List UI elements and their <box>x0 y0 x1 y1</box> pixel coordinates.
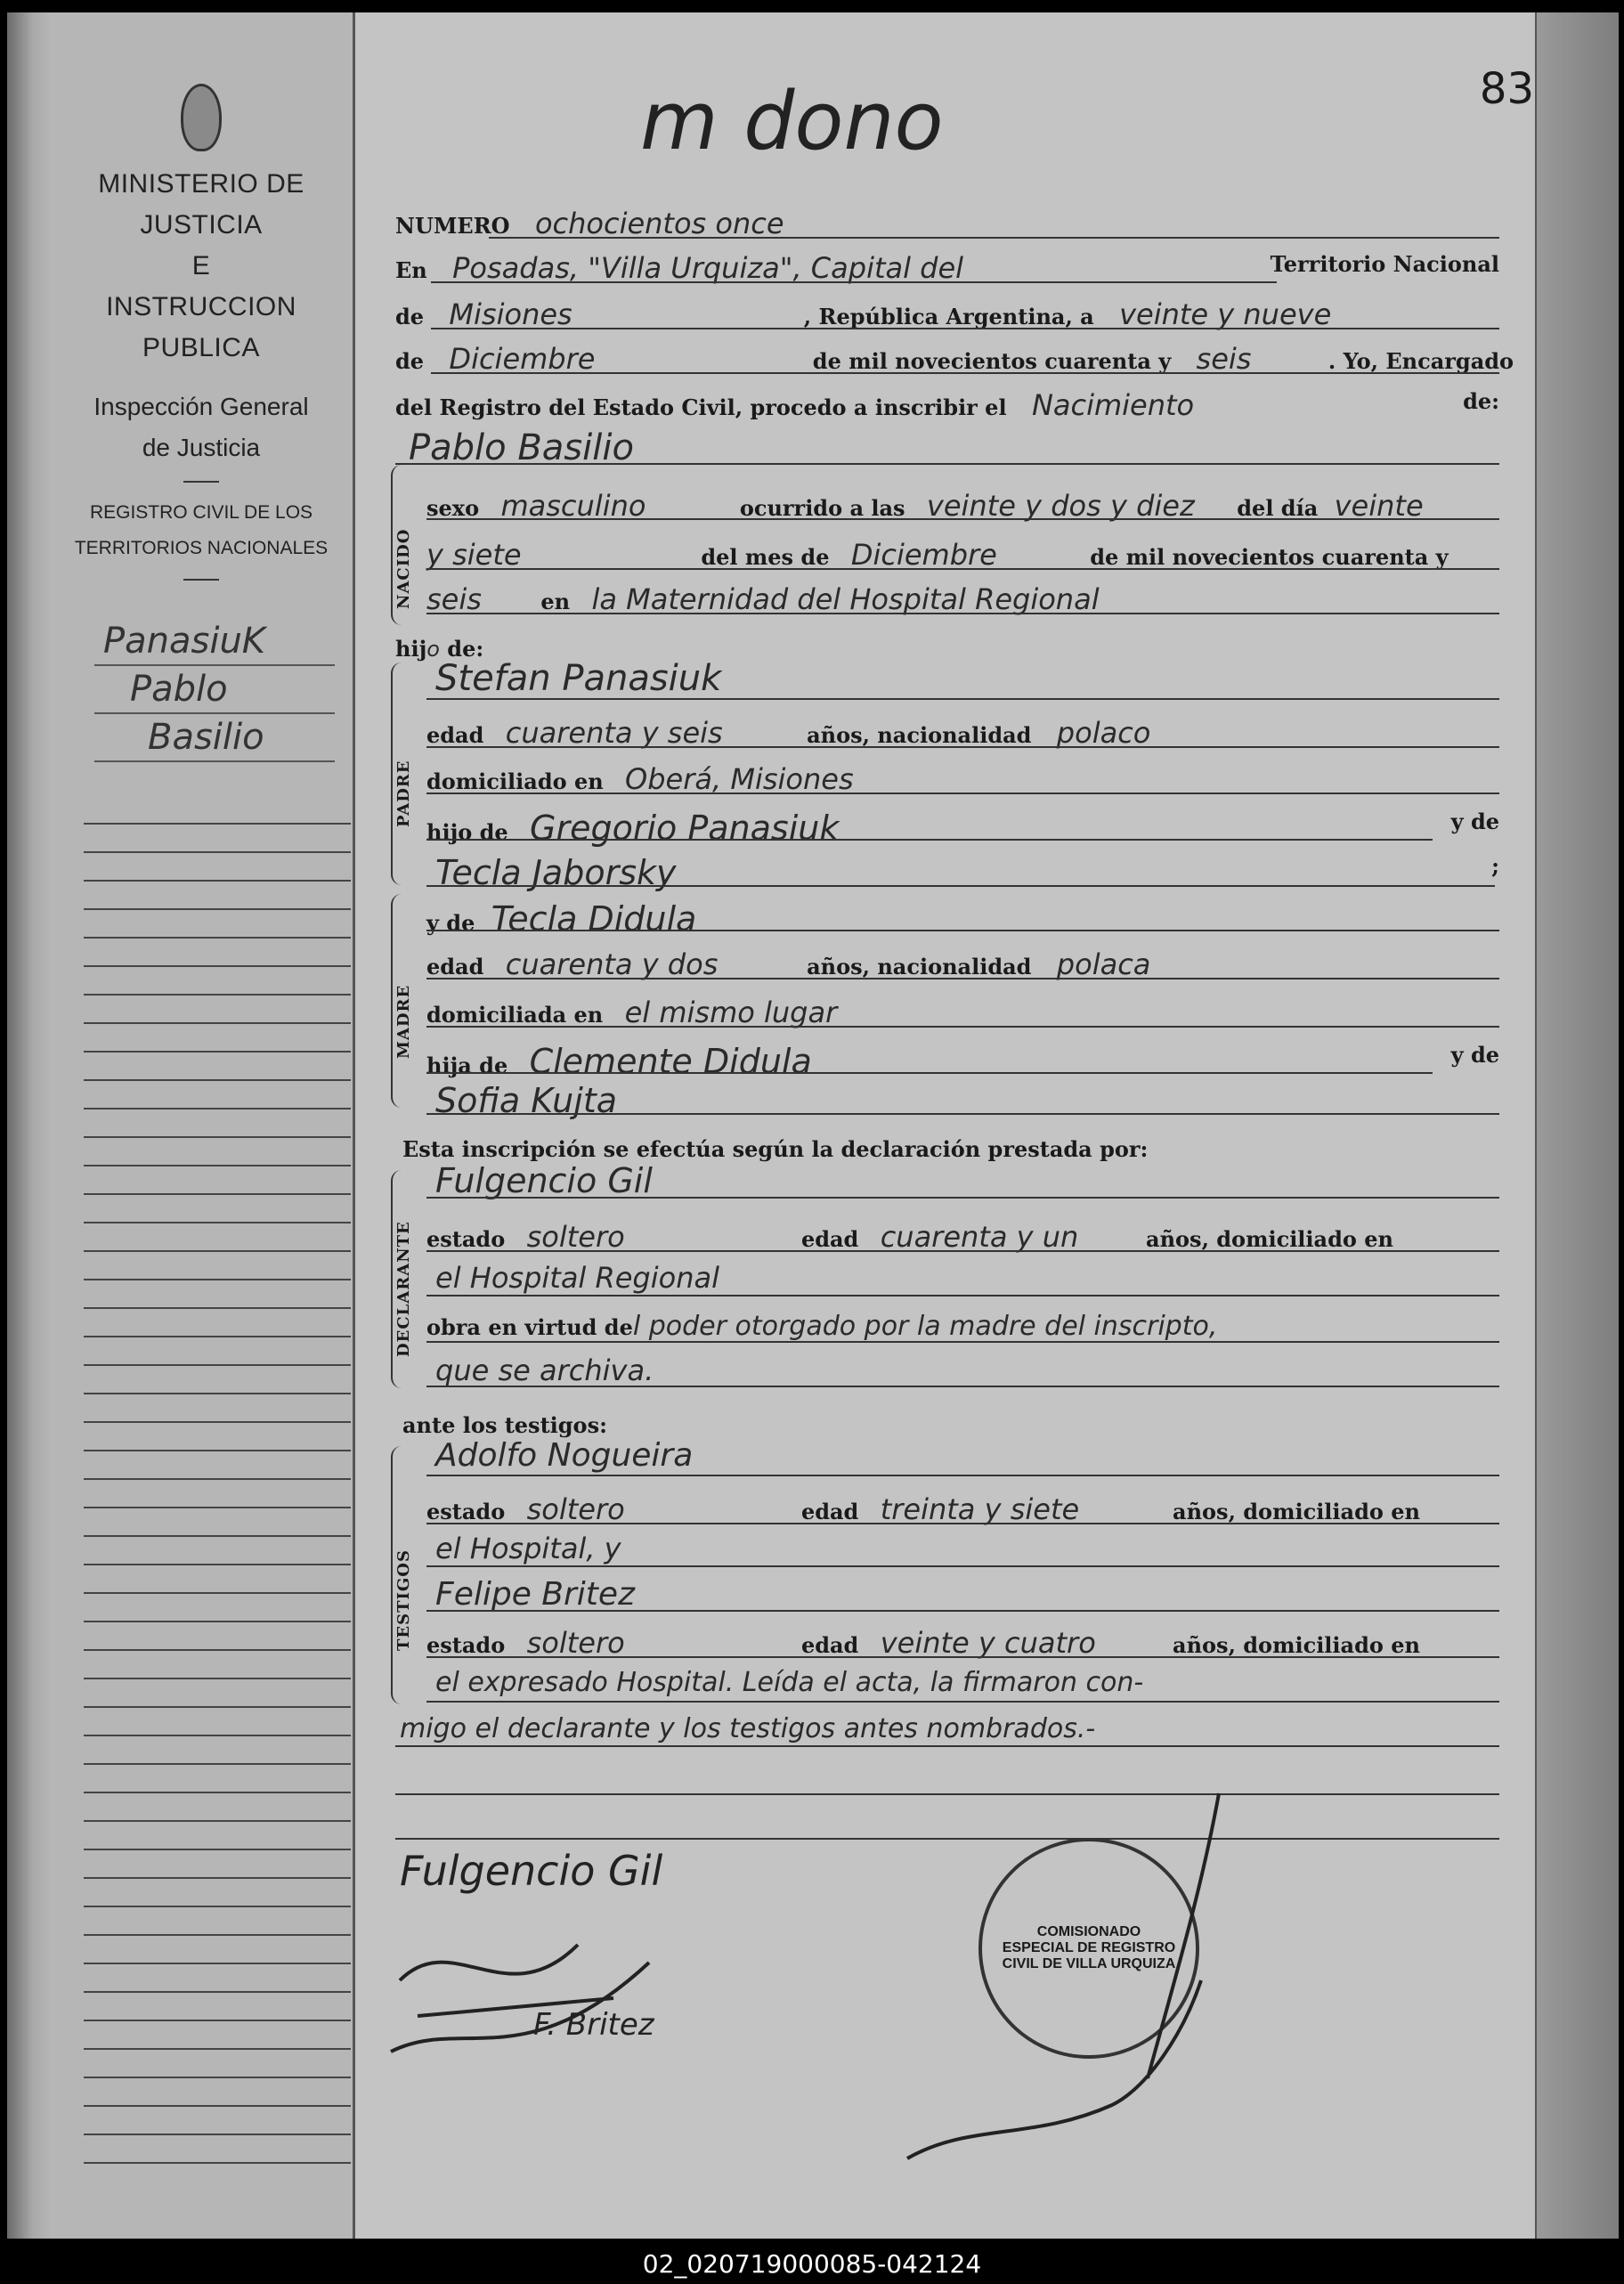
territorio-label: Territorio Nacional <box>1270 251 1499 277</box>
testigos-side-label: TESTIGOS <box>394 1549 413 1651</box>
acto-value: Nacimiento <box>1031 388 1195 422</box>
mes-value: Diciembre <box>449 342 596 376</box>
nombre-inscripto: Pablo Basilio <box>409 427 634 468</box>
dia-cont-value: y siete <box>426 538 522 572</box>
testigo2-edad-value: veinte y cuatro <box>880 1626 1096 1660</box>
ministry-line-1: MINISTERIO DE JUSTICIA <box>98 169 304 240</box>
firma-encargado-icon <box>382 1909 667 2087</box>
declarante-edad-label: edad <box>800 1226 859 1252</box>
rule <box>426 518 1499 520</box>
obra-label: obra en virtud de <box>426 1314 633 1340</box>
divider <box>183 481 219 483</box>
book-binding <box>7 12 50 2239</box>
madre-nac-value: polaca <box>1056 947 1151 981</box>
ministry-line-3: INSTRUCCION PUBLICA <box>106 292 296 362</box>
testigo2-estado-row <box>426 1626 1499 1660</box>
inscripcion-label: Esta inscripción se efectúa según la declaración prestada por: <box>402 1136 1149 1162</box>
rule <box>426 1523 1499 1524</box>
padre-yde-label: y de <box>1450 809 1499 834</box>
rule <box>426 1197 1499 1199</box>
madre-anos-label: años, nacionalidad <box>807 954 1032 979</box>
testigo2-estado-value: soltero <box>526 1626 625 1660</box>
de3-label: de: <box>1463 388 1499 414</box>
firma-declarante: Fulgencio Gil <box>400 1847 663 1895</box>
testigo2-domicilio-value: el expresado Hospital. Leída el acta, la firmaron con- <box>435 1667 1144 1698</box>
rule <box>426 613 1499 614</box>
padre-hijode-row <box>426 809 1499 848</box>
lugar-value: la Maternidad del Hospital Regional <box>591 582 1100 616</box>
birth-certificate-form <box>355 12 1535 2239</box>
obra-row <box>426 1311 1217 1342</box>
sexo-label: sexo <box>426 495 480 521</box>
provincia-row <box>395 297 1331 331</box>
ministry-line-2: E <box>191 251 211 280</box>
rule <box>426 698 1499 700</box>
rule <box>426 1072 1433 1074</box>
ocurrido-label: ocurrido a las <box>739 495 905 521</box>
madre-domicilio-label: domiciliada en <box>426 1002 604 1028</box>
registry-line-2: TERRITORIOS NACIONALES <box>74 538 329 558</box>
padre-edad-value: cuarenta y seis <box>505 716 723 750</box>
rule <box>426 746 1499 748</box>
rule <box>426 1565 1499 1567</box>
declarante-domicilio-value: el Hospital Regional <box>435 1261 719 1295</box>
rule <box>426 1113 1499 1115</box>
fecha-row <box>395 342 1514 376</box>
inspection-line-2: de Justicia <box>142 434 261 461</box>
padre-domicilio-label: domiciliado en <box>426 768 604 794</box>
madre-side-label: MADRE <box>394 984 413 1059</box>
madre-yde-label: y de <box>426 910 475 936</box>
madre-hijade-label: hija de <box>426 1053 508 1078</box>
testigo1-estado-row <box>426 1492 1499 1526</box>
numero-value: ochocientos once <box>534 207 784 240</box>
header-handwriting: m dono <box>640 75 944 168</box>
mes-nac-value: Diciembre <box>850 538 997 572</box>
testigo1-anos-label: años, domiciliado en <box>1173 1499 1420 1524</box>
margin-first-name: Pablo <box>94 666 335 714</box>
testigo1-estado-label: estado <box>426 1499 506 1524</box>
declarante-estado-value: soltero <box>526 1220 625 1254</box>
margin-second-name: Basilio <box>94 714 335 762</box>
rule <box>426 1475 1499 1476</box>
firma-testigo: F. Britez <box>533 2007 654 2043</box>
de-label: de <box>395 304 425 329</box>
page-number: 83 <box>1479 64 1534 114</box>
sexo-value: masculino <box>500 489 646 523</box>
de2-label: de <box>395 348 425 374</box>
rule <box>426 930 1499 931</box>
hijo-de-label: de: <box>439 636 484 662</box>
hijo-label: hij <box>395 636 427 662</box>
declarante-anos-label: años, domiciliado en <box>1146 1226 1393 1252</box>
rule <box>426 1295 1499 1296</box>
abuela-paterna-value: Tecla Jaborsky <box>435 853 677 892</box>
declarante-nombre-value: Fulgencio Gil <box>435 1161 653 1200</box>
madre-domicilio-value: el mismo lugar <box>624 996 838 1029</box>
argentine-coat-of-arms-icon <box>181 84 222 151</box>
madre-nombre-value: Tecla Didula <box>491 899 697 939</box>
madre-hijade-row <box>426 1042 1499 1081</box>
madre-domicilio-row <box>426 996 837 1029</box>
padre-domicilio-row <box>426 762 854 796</box>
deldia-label: del día <box>1237 495 1319 521</box>
margin-surname: PanasiuK <box>94 618 335 666</box>
abuela-materna-value: Sofia Kujta <box>435 1081 618 1120</box>
rule <box>431 281 1277 283</box>
rule <box>426 1386 1499 1387</box>
left-margin-column <box>50 12 355 2239</box>
registro-row <box>395 388 1499 422</box>
obra-cont-value: que se archiva. <box>435 1353 654 1387</box>
padre-semicolon: ; <box>1491 853 1499 879</box>
rule <box>426 792 1499 794</box>
seal-text: COMISIONADO ESPECIAL DE REGISTRO CIVIL DE VILLA URQUIZA <box>1002 1924 1176 1971</box>
padre-nac-value: polaco <box>1056 716 1151 750</box>
en-nac-label: en <box>540 589 571 614</box>
testigo2-nombre-value: Felipe Britez <box>435 1576 635 1613</box>
registry-line-1: REGISTRO CIVIL DE LOS <box>89 502 313 523</box>
rule <box>426 978 1499 979</box>
registro-label: del Registro del Estado Civil, procedo a inscribir el <box>395 394 1007 420</box>
testigo1-edad-value: treinta y siete <box>880 1492 1080 1526</box>
nacido-side-label: NACIDO <box>394 528 413 609</box>
testigo2-anos-label: años, domiciliado en <box>1173 1632 1420 1658</box>
numero-label: NUMERO <box>395 213 510 239</box>
padre-anos-label: años, nacionalidad <box>807 722 1032 748</box>
padre-edad-label: edad <box>426 722 484 748</box>
margin-ruled-lines <box>84 796 351 2185</box>
en-label: En <box>395 257 427 283</box>
padre-nombre-value: Stefan Panasiuk <box>435 658 722 699</box>
margin-annotation <box>94 618 335 762</box>
image-id-footer: 02_020719000085-042124 <box>0 2244 1624 2284</box>
testigo1-estado-value: soltero <box>526 1492 625 1526</box>
rule <box>426 885 1495 887</box>
hijo-suffix: o <box>426 637 440 662</box>
ministry-header <box>50 84 353 581</box>
declarante-side-label: DECLARANTE <box>394 1221 413 1357</box>
rule <box>426 1250 1499 1252</box>
padre-side-label: PADRE <box>394 760 413 827</box>
anio-nac-value: seis <box>426 582 482 616</box>
testigo1-domicilio-value: el Hospital, y <box>435 1532 621 1565</box>
madre-edad-row <box>426 947 1499 981</box>
testigo2-estado-label: estado <box>426 1632 506 1658</box>
madre-edad-label: edad <box>426 954 484 979</box>
rule <box>431 372 1499 374</box>
numero-row <box>395 207 784 240</box>
abuelo-materno-value: Clemente Didula <box>529 1042 812 1081</box>
rule <box>395 1745 1499 1747</box>
padre-hijode-label: hijo de <box>426 819 508 845</box>
abuelo-paterno-value: Gregorio Panasiuk <box>530 809 840 848</box>
delmes-label: del mes de <box>701 544 830 570</box>
declarante-edad-value: cuarenta y un <box>880 1220 1079 1254</box>
obra-value: l poder otorgado por la madre del inscripto, <box>632 1311 1218 1342</box>
hora-value: veinte y dos y diez <box>926 489 1195 523</box>
padre-edad-row <box>426 716 1499 750</box>
declarante-estado-row <box>426 1220 1499 1254</box>
firma-oficial-icon <box>881 1784 1263 2176</box>
page-edge <box>1535 12 1619 2239</box>
madre-yde2-label: y de <box>1450 1042 1499 1068</box>
dia-value: veinte <box>1334 489 1424 523</box>
cierre-value: migo el declarante y los testigos antes nombrados.- <box>400 1713 1096 1744</box>
madre-nombre-row <box>426 899 696 939</box>
rule <box>426 1656 1499 1658</box>
declarante-estado-label: estado <box>426 1226 506 1252</box>
rule <box>426 1610 1499 1612</box>
register-page <box>7 12 1619 2239</box>
rule <box>426 568 1499 570</box>
dia-value: veinte y nueve <box>1119 297 1332 331</box>
republica-label: , República Argentina, a <box>803 304 1094 329</box>
rule <box>431 328 1499 329</box>
testigo1-nombre-value: Adolfo Nogueira <box>435 1437 694 1474</box>
inspection-line-1: Inspección General <box>93 393 309 420</box>
testigo2-edad-label: edad <box>800 1632 859 1658</box>
rule <box>426 1701 1499 1703</box>
en-row <box>395 251 1499 285</box>
lugar-row <box>426 582 1499 616</box>
testigos-label: ante los testigos: <box>402 1412 607 1438</box>
milnov-label: de mil novecientos cuarenta y <box>812 348 1172 374</box>
anio-value: seis <box>1196 342 1252 376</box>
divider <box>183 579 219 581</box>
padre-domicilio-value: Oberá, Misiones <box>625 762 854 796</box>
rule <box>426 1026 1499 1028</box>
rule <box>489 237 1499 239</box>
rule <box>426 1341 1499 1343</box>
mes-row <box>426 538 1499 572</box>
madre-edad-value: cuarenta y dos <box>505 947 719 981</box>
provincia-value: Misiones <box>449 297 572 331</box>
yo-label: . Yo, Encargado <box>1328 348 1514 374</box>
rule <box>426 839 1433 841</box>
testigo1-edad-label: edad <box>800 1499 859 1524</box>
en-value: Posadas, "Villa Urquiza", Capital del <box>452 251 964 285</box>
milnov-nac-label: de mil novecientos cuarenta y <box>1090 544 1449 570</box>
